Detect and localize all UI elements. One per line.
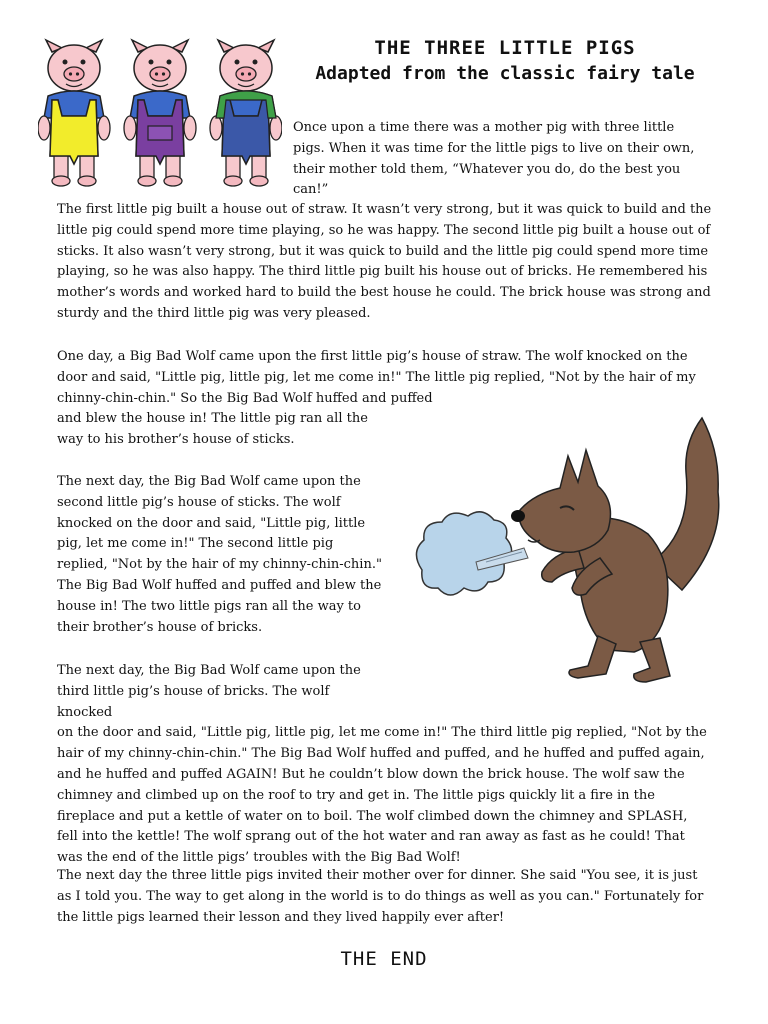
the-end-label: THE END xyxy=(340,948,428,970)
page-title: THE THREE LITTLE PIGS xyxy=(374,37,636,59)
intro-paragraph: Once upon a time there was a mother pig with three little pigs. When it was time for the little pigs to live on their own, their mother told them, “Whatever you do, do the best you can!” xyxy=(293,120,695,198)
paragraph-4-narrow: The next day, the Big Bad Wolf came upon the third little pig’s house of bricks. The wolf knocked xyxy=(57,663,361,720)
paragraph-2-full-width: One day, a Big Bad Wolf came upon the first little pig’s house of straw. The wolf knocked on the door and said, "Little pig, little pig, let me come in!" The little pig replied, "Not by the hair of my chinny-chin-chin." So the Big Bad Wolf huffed and puffed xyxy=(57,349,696,406)
paragraph-4-full-width: on the door and said, "Little pig, little pig, let me come in!" The third little pig replied, "Not by the hair of my chinny-chin-chin." The Big Bad Wolf huffed and puffed, and he huffed and puffed again, and he huffed and puffed AGAIN! But he couldn’t blow down the brick house. The wolf saw the chimney and climbed up on the roof to try and get in. The little pigs quickly lit a fire in the fireplace and put a kettle of water on to boil. The wolf climbed down the chimney and SPLASH, fell into the kettle! The wolf sprang out of the hot water and ran away as fast as he could! That was the end of the little pigs’ troubles with the Big Bad Wolf! xyxy=(57,725,707,866)
big-bad-wolf-illustration xyxy=(402,412,728,690)
title-block xyxy=(280,36,730,86)
paragraph-block-4 xyxy=(57,661,712,869)
paragraph-block-5 xyxy=(57,866,712,928)
intro-paragraph-block xyxy=(293,118,703,201)
paragraph-3: The next day, the Big Bad Wolf came upon the second little pig’s house of sticks. The wolf knocked on the door and said, "Little pig, little pig, let me come in!" The second little pig replied, "Not by the hair of my chinny-chin-chin." The Big Bad Wolf huffed and puffed and blew the house in! The two little pigs ran all the way to their brother’s house of bricks. xyxy=(57,474,382,635)
paragraph-5: The next day the three little pigs invited their mother over for dinner. She said "You see, it is just as I told you. The way to get along in the world is to do things as well as you can." Fortunately for the little pigs learned their lesson and they lived happily ever after! xyxy=(57,868,704,925)
paragraph-1: The first little pig built a house out of straw. It wasn’t very strong, but it was quick to build and the little pig could spend more time playing, so he was happy. The second little pig built a house out of sticks. It also wasn’t very strong, but it was quick to build and the little pig could spend more time playing, so he was also happy. The third little pig built his house out of bricks. He remembered his mother’s words and worked hard to build the best house he could. The brick house was strong and sturdy and the third little pig was very pleased. xyxy=(57,202,712,321)
three-pigs-illustration xyxy=(38,38,282,194)
paragraph-block-1 xyxy=(57,200,712,325)
page-subtitle: Adapted from the classic fairy tale xyxy=(315,63,695,84)
paragraph-2-narrow: and blew the house in! The little pig ran all the way to his brother’s house of sticks. xyxy=(57,411,368,448)
